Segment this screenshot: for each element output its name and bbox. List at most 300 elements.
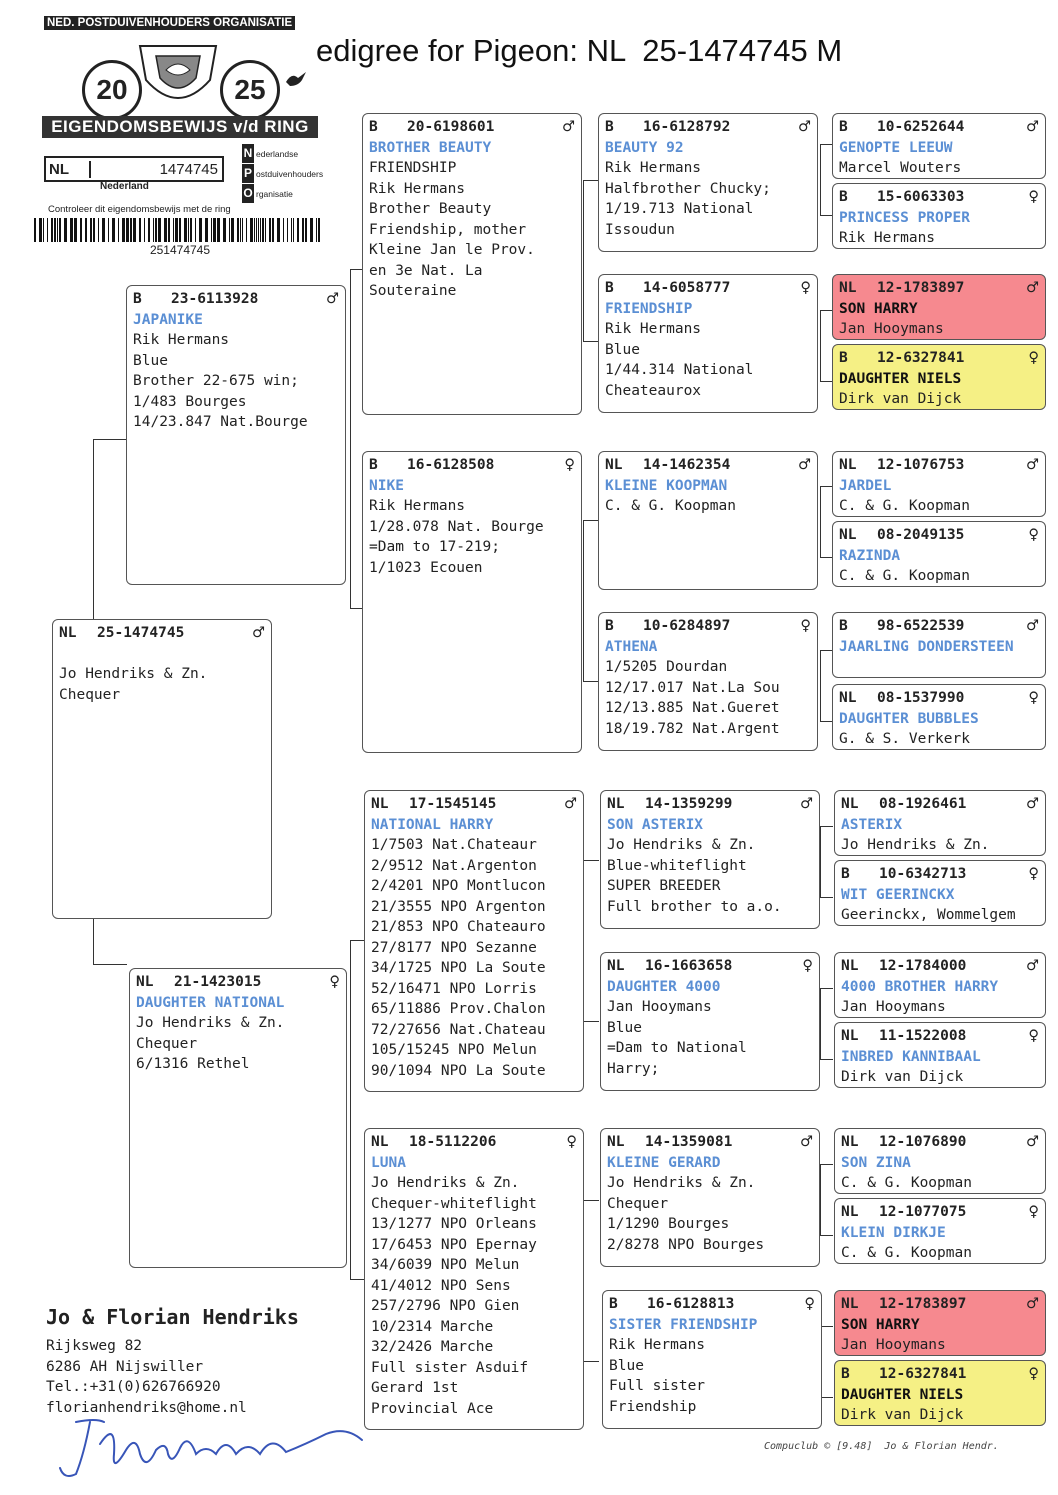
barcode-bar bbox=[168, 218, 170, 242]
pigeon-header bbox=[841, 1132, 1039, 1153]
pigeon-card bbox=[832, 183, 1046, 249]
owner-block bbox=[46, 1302, 299, 1418]
pigeon-detail-line: Kleine Jan le Prov. bbox=[369, 242, 535, 258]
signature-icon bbox=[56, 1414, 366, 1484]
connector-line bbox=[583, 180, 599, 342]
sex-symbol: ♀ bbox=[1028, 527, 1039, 543]
country-code: B bbox=[839, 350, 848, 366]
pigeon-detail-line: 1/19.713 National bbox=[605, 201, 754, 217]
sex-symbol: ♂ bbox=[800, 796, 813, 812]
country-code: B bbox=[841, 866, 850, 882]
barcode-bar bbox=[85, 218, 87, 242]
pigeon-card bbox=[834, 1128, 1046, 1194]
pigeon-detail-line: Rik Hermans bbox=[133, 332, 230, 348]
pigeon-header bbox=[841, 1364, 1039, 1385]
country-code: B bbox=[609, 1296, 618, 1312]
country-code: B bbox=[839, 618, 848, 634]
barcode-bar bbox=[164, 218, 167, 242]
barcode-bar bbox=[265, 218, 266, 242]
pigeon-detail-line: 10/2314 Marche bbox=[371, 1318, 494, 1335]
barcode-bar bbox=[269, 218, 271, 242]
barcode-bar bbox=[90, 218, 92, 242]
ring-number: 14-1359081 bbox=[645, 1134, 733, 1150]
pigeon-detail-line: 257/2796 NPO Gien bbox=[371, 1298, 520, 1314]
pigeon-header bbox=[839, 455, 1039, 476]
pigeon-header bbox=[841, 1294, 1039, 1315]
pigeon-detail-line: C. & G. Koopman bbox=[841, 1175, 972, 1191]
barcode-bar bbox=[195, 218, 196, 242]
pigeon-detail-line: Blue bbox=[133, 352, 168, 369]
sex-symbol: ♂ bbox=[1026, 796, 1039, 812]
pigeon-name: ASTERIX bbox=[841, 816, 903, 833]
page-title: edigree for Pigeon: NL 25-1474745 M bbox=[316, 33, 843, 68]
ring-number: 15-6063303 bbox=[877, 189, 965, 205]
pigeon-detail-line: Jo Hendriks & Zn. bbox=[607, 837, 756, 853]
sex-symbol: ♂ bbox=[1026, 280, 1039, 296]
pigeon-card bbox=[600, 1128, 820, 1267]
pigeon-detail-line: 52/16471 NPO Lorris bbox=[371, 980, 537, 997]
card-ring-box bbox=[44, 156, 224, 182]
pigeon-card bbox=[598, 113, 818, 252]
pigeon-detail-line: 18/19.782 Nat.Argent bbox=[605, 720, 780, 737]
ring-number: 12-1076753 bbox=[877, 457, 965, 473]
connector-line bbox=[583, 1200, 599, 1362]
pigeon-detail-line: Brother 22-675 win; bbox=[133, 373, 299, 389]
pigeon-detail-line: 21/3555 NPO Argenton bbox=[371, 898, 546, 915]
pigeon-detail-line: Jo Hendriks & Zn. bbox=[607, 1175, 756, 1191]
barcode-bar bbox=[229, 218, 230, 242]
pigeon-detail-line: 1/1290 Bourges bbox=[607, 1216, 730, 1232]
pigeon-header bbox=[369, 117, 575, 138]
connector-line bbox=[820, 826, 833, 898]
crest-icon bbox=[136, 40, 220, 112]
barcode-bar bbox=[213, 218, 216, 242]
barcode-bar bbox=[144, 218, 145, 242]
pigeon-detail-line: 105/15245 NPO Melun bbox=[371, 1042, 537, 1058]
ring-number: 12-1783897 bbox=[879, 1296, 967, 1312]
pigeon-detail-line: 2/4201 NPO Montlucon bbox=[371, 878, 546, 894]
pigeon-header bbox=[839, 348, 1039, 369]
barcode-bar bbox=[277, 218, 280, 242]
pigeon-card bbox=[362, 113, 582, 415]
card-ring-number: 1474745 bbox=[159, 160, 218, 178]
pigeon-detail-line: Harry; bbox=[607, 1060, 660, 1077]
barcode-bar bbox=[57, 218, 58, 242]
barcode-bar bbox=[272, 218, 274, 242]
pigeon-header bbox=[607, 794, 813, 815]
barcode-bar bbox=[133, 218, 136, 242]
pigeon-card bbox=[362, 451, 582, 753]
pigeon-card bbox=[834, 860, 1046, 926]
npo-line: rganisatie bbox=[256, 189, 293, 199]
sex-symbol: ♀ bbox=[1028, 1366, 1039, 1382]
barcode-bar bbox=[59, 218, 61, 242]
country-code: NL bbox=[371, 796, 389, 812]
barcode-bar bbox=[51, 218, 53, 242]
pigeon-detail-line: Rik Hermans bbox=[839, 230, 936, 246]
sex-symbol: ♂ bbox=[798, 457, 811, 473]
barcode-bar bbox=[199, 218, 202, 242]
pigeon-detail-line: =Dam to 17-219; bbox=[369, 539, 500, 555]
pigeon-name: DAUGHTER NATIONAL bbox=[136, 994, 285, 1011]
barcode-bar bbox=[310, 218, 313, 242]
pigeon-header bbox=[133, 289, 339, 310]
pigeon-detail-line: 1/44.314 National bbox=[605, 362, 754, 378]
pigeon-name: DAUGHTER NIELS bbox=[839, 370, 962, 387]
pigeon-header bbox=[839, 278, 1039, 299]
country-code: NL bbox=[841, 1204, 859, 1220]
connector-line bbox=[583, 860, 599, 1022]
pigeon-detail-line: Jan Hooymans bbox=[607, 999, 712, 1015]
ring-number: 25-1474745 bbox=[97, 625, 185, 641]
pigeon-detail-line: 1/1023 Ecouen bbox=[369, 559, 483, 576]
ring-number: 16-1663658 bbox=[645, 958, 733, 974]
pigeon-detail-line: 34/1725 NPO La Soute bbox=[371, 960, 546, 976]
country-code: NL bbox=[841, 958, 859, 974]
barcode-bar bbox=[47, 218, 48, 242]
pigeon-header bbox=[607, 956, 813, 977]
barcode-bar bbox=[217, 218, 220, 242]
barcode-bar bbox=[240, 218, 241, 242]
pigeon-name: JAPANIKE bbox=[133, 311, 203, 328]
pigeon-card bbox=[598, 451, 818, 590]
country-code: NL bbox=[841, 1028, 859, 1044]
barcode-bar bbox=[256, 218, 257, 242]
country-code: NL bbox=[371, 1134, 389, 1150]
pigeon-header bbox=[841, 956, 1039, 977]
ring-number: 10-6252644 bbox=[877, 119, 965, 135]
barcode-bar bbox=[246, 218, 247, 242]
connector-line bbox=[820, 988, 833, 1060]
pigeon-header bbox=[839, 688, 1039, 709]
pigeon-detail-line: Full sister Asduif bbox=[371, 1359, 529, 1376]
pigeon-name: SON HARRY bbox=[841, 1316, 920, 1333]
pigeon-card bbox=[364, 1128, 584, 1430]
pigeon-header bbox=[839, 117, 1039, 138]
ring-number: 12-1077075 bbox=[879, 1204, 967, 1220]
pigeon-detail-line: Jan Hooymans bbox=[839, 321, 944, 337]
pigeon-detail-line: Provincial Ace bbox=[371, 1400, 494, 1417]
country-code: B bbox=[841, 1366, 850, 1382]
pigeon-detail-line: Jo Hendriks & Zn. bbox=[59, 666, 208, 682]
card-npo-legend: N ederlandse P ostduivenhouders O rganisatie bbox=[242, 144, 323, 204]
ring-number: 14-1359299 bbox=[645, 796, 733, 812]
pigeon-detail-line: Dirk van Dijck bbox=[841, 1069, 964, 1085]
sex-symbol: ♀ bbox=[1028, 1028, 1039, 1044]
sex-symbol: ♂ bbox=[1026, 958, 1039, 974]
pigeon-card bbox=[364, 790, 584, 1092]
pigeon-header bbox=[839, 525, 1039, 546]
country-code: B bbox=[839, 189, 848, 205]
pigeon-detail-line: Jo Hendriks & Zn. bbox=[136, 1015, 285, 1031]
pigeon-detail-line: C. & G. Koopman bbox=[841, 1245, 972, 1261]
ring-number: 10-6342713 bbox=[879, 866, 967, 882]
barcode-bar bbox=[190, 218, 192, 242]
barcode-bar bbox=[205, 218, 208, 242]
sex-symbol: ♀ bbox=[800, 280, 811, 296]
barcode-bar bbox=[231, 218, 234, 242]
pigeon-card bbox=[52, 619, 272, 919]
ring-number: 16-6128813 bbox=[647, 1296, 735, 1312]
pigeon-card bbox=[834, 1360, 1046, 1426]
ring-number: 08-1926461 bbox=[879, 796, 967, 812]
ring-number: 10-6284897 bbox=[643, 618, 731, 634]
barcode-bar bbox=[118, 218, 119, 242]
pigeon-card bbox=[832, 612, 1046, 678]
barcode-bar bbox=[54, 218, 56, 242]
pigeon-detail-line: Dirk van Dijck bbox=[839, 391, 962, 407]
pigeon-detail-line: Friendship bbox=[609, 1398, 697, 1415]
pigeon-header bbox=[607, 1132, 813, 1153]
ring-number: 16-6128508 bbox=[407, 457, 495, 473]
ownership-card bbox=[30, 8, 330, 260]
pigeon-detail-line: 1/483 Bourges bbox=[133, 393, 247, 410]
barcode-bar bbox=[139, 218, 141, 242]
barcode-bar bbox=[254, 218, 255, 242]
barcode-bar bbox=[39, 218, 42, 242]
pigeon-header bbox=[371, 794, 577, 815]
card-control-text: Controleer dit eigendomsbewijs met de ring bbox=[48, 204, 231, 215]
barcode-bar bbox=[287, 218, 288, 242]
npo-line: ostduivenhouders bbox=[256, 169, 324, 179]
pigeon-header bbox=[605, 117, 811, 138]
pigeon-card bbox=[834, 1198, 1046, 1264]
pigeon-card bbox=[598, 612, 818, 751]
pigeon-detail-line: 72/27656 Nat.Chateau bbox=[371, 1021, 546, 1038]
pigeon-name: FRIENDSHIP bbox=[605, 300, 693, 317]
ring-number: 12-6327841 bbox=[877, 350, 965, 366]
pigeon-card bbox=[600, 790, 820, 929]
pigeon-name: SISTER FRIENDSHIP bbox=[609, 1316, 758, 1333]
ring-number: 12-1076890 bbox=[879, 1134, 967, 1150]
barcode-icon bbox=[32, 218, 326, 242]
pigeon-detail-line: Cheateaurox bbox=[605, 382, 702, 399]
pigeon-name: WIT GEERINCKX bbox=[841, 886, 955, 903]
owner-address: Rijksweg 82 bbox=[46, 1338, 143, 1354]
npo-line: ederlandse bbox=[256, 149, 299, 159]
card-barcode-number: 251474745 bbox=[149, 243, 211, 257]
sex-symbol: ♂ bbox=[1026, 457, 1039, 473]
pigeon-detail-line: Blue bbox=[607, 1019, 642, 1036]
pigeon-detail-line: FRIENDSHIP bbox=[369, 160, 457, 176]
pigeon-name: PRINCESS PROPER bbox=[839, 209, 970, 226]
pigeon-header bbox=[59, 623, 265, 644]
pigeon-icon bbox=[284, 70, 308, 88]
barcode-bar bbox=[302, 218, 304, 242]
pigeon-detail-line: 90/1094 NPO La Soute bbox=[371, 1062, 546, 1079]
sex-symbol: ♂ bbox=[252, 625, 265, 641]
pigeon-name: 4000 BROTHER HARRY bbox=[841, 978, 999, 995]
barcode-bar bbox=[242, 218, 243, 242]
pigeon-detail-line: Rik Hermans bbox=[605, 160, 702, 176]
pigeon-detail-line: Full sister bbox=[609, 1378, 706, 1394]
barcode-bar bbox=[98, 218, 99, 242]
pigeon-detail-line: Gerard 1st bbox=[371, 1380, 459, 1396]
pigeon-detail-line: Chequer-whiteflight bbox=[371, 1195, 537, 1212]
pigeon-detail-line: G. & S. Verkerk bbox=[839, 731, 970, 747]
country-code: B bbox=[839, 119, 848, 135]
pigeon-name: BROTHER BEAUTY bbox=[369, 139, 492, 156]
barcode-bar bbox=[112, 218, 115, 242]
ring-number: 16-6128792 bbox=[643, 119, 731, 135]
sex-symbol: ♀ bbox=[1028, 350, 1039, 366]
pigeon-detail-line: 1/7503 Nat.Chateaur bbox=[371, 837, 537, 853]
barcode-bar bbox=[223, 218, 226, 242]
sex-symbol: ♂ bbox=[1026, 1296, 1039, 1312]
barcode-bar bbox=[184, 218, 187, 242]
barcode-bar bbox=[64, 218, 67, 242]
pigeon-detail-line: Chequer bbox=[607, 1195, 669, 1212]
owner-email: florianhendriks@home.nl bbox=[46, 1399, 247, 1416]
barcode-bar bbox=[305, 218, 307, 242]
pigeon-detail-line: C. & G. Koopman bbox=[839, 568, 970, 584]
country-code: NL bbox=[136, 974, 154, 990]
pigeon-detail-line: 21/853 NPO Chateauro bbox=[371, 919, 546, 935]
pigeon-card bbox=[834, 952, 1046, 1018]
ring-number: 14-1462354 bbox=[643, 457, 731, 473]
pigeon-detail-line: Marcel Wouters bbox=[839, 160, 962, 176]
barcode-bar bbox=[148, 218, 150, 242]
pigeon-detail-line: Souteraine bbox=[369, 283, 457, 299]
barcode-bar bbox=[188, 218, 189, 242]
pigeon-detail-line: 12/13.885 Nat.Gueret bbox=[605, 700, 780, 716]
pigeon-detail-line: Jan Hooymans bbox=[841, 999, 946, 1015]
pigeon-name: DAUGHTER BUBBLES bbox=[839, 710, 979, 727]
barcode-bar bbox=[179, 218, 181, 242]
country-code: NL bbox=[839, 690, 857, 706]
pigeon-detail-line: 2/8278 NPO Bourges bbox=[607, 1236, 765, 1253]
barcode-bar bbox=[318, 218, 320, 242]
barcode-bar bbox=[102, 218, 105, 242]
barcode-bar bbox=[258, 218, 259, 242]
owner-postcode: 6286 AH Nijswiller bbox=[46, 1358, 204, 1375]
pigeon-detail-line: 14/23.847 Nat.Bourge bbox=[133, 414, 308, 430]
ring-number: 98-6522539 bbox=[877, 618, 965, 634]
ring-number: 11-1522008 bbox=[879, 1028, 967, 1044]
ring-number: 20-6198601 bbox=[407, 119, 495, 135]
sex-symbol: ♀ bbox=[800, 618, 811, 634]
barcode-bar bbox=[297, 218, 299, 242]
ring-number: 12-6327841 bbox=[879, 1366, 967, 1382]
barcode-bar bbox=[283, 218, 284, 242]
pigeon-header bbox=[136, 972, 340, 993]
pigeon-name: BEAUTY 92 bbox=[605, 139, 684, 156]
barcode-bar bbox=[260, 218, 261, 242]
pigeon-detail-line: en 3e Nat. La bbox=[369, 262, 483, 279]
pigeon-name: KLEIN DIRKJE bbox=[841, 1224, 946, 1241]
sex-symbol: ♀ bbox=[1028, 866, 1039, 882]
pigeon-detail-line: Full brother to a.o. bbox=[607, 898, 782, 915]
country-code: B bbox=[369, 457, 378, 473]
pigeon-detail-line: 32/2426 Marche bbox=[371, 1339, 494, 1355]
pigeon-name: DAUGHTER NIELS bbox=[841, 1386, 964, 1403]
country-code: NL bbox=[607, 1134, 625, 1150]
pigeon-detail-line bbox=[59, 644, 265, 665]
pigeon-header bbox=[841, 1026, 1039, 1047]
country-code: NL bbox=[841, 1134, 859, 1150]
pigeon-detail-line: Jo Hendriks & Zn. bbox=[841, 837, 990, 853]
sex-symbol: ♀ bbox=[1028, 690, 1039, 706]
country-code: B bbox=[605, 119, 614, 135]
pigeon-detail-line: 6/1316 Rethel bbox=[136, 1056, 250, 1072]
barcode-bar bbox=[153, 218, 154, 242]
pigeon-card bbox=[832, 451, 1046, 517]
pigeon-card bbox=[832, 344, 1046, 410]
pigeon-detail-line: 34/6039 NPO Melun bbox=[371, 1257, 520, 1273]
pigeon-header bbox=[371, 1132, 577, 1153]
card-strip: EIGENDOMSBEWIJS v/d RING bbox=[42, 116, 318, 138]
sex-symbol: ♀ bbox=[1028, 189, 1039, 205]
barcode-bar bbox=[158, 218, 161, 242]
sex-symbol: ♀ bbox=[564, 457, 575, 473]
pigeon-name: JAARLING DONDERSTEEN bbox=[839, 638, 1014, 655]
pigeon-detail-line: Rik Hermans bbox=[369, 498, 466, 514]
pigeon-name: GENOPTE LEEUW bbox=[839, 139, 953, 156]
country-code: NL bbox=[839, 527, 857, 543]
pigeon-name: INBRED KANNIBAAL bbox=[841, 1048, 981, 1065]
pigeon-detail-line: 1/5205 Dourdan bbox=[605, 659, 728, 675]
barcode-bar bbox=[316, 218, 317, 242]
ring-number: 12-1783897 bbox=[877, 280, 965, 296]
pigeon-header bbox=[841, 1202, 1039, 1223]
pigeon-detail-line: Chequer bbox=[59, 686, 121, 703]
barcode-bar bbox=[175, 218, 178, 242]
pigeon-header bbox=[841, 794, 1039, 815]
pigeon-card bbox=[832, 684, 1046, 750]
owner-name: Jo & Florian Hendriks bbox=[46, 1305, 299, 1329]
pigeon-detail-line: Rik Hermans bbox=[605, 321, 702, 337]
pigeon-card bbox=[600, 952, 820, 1091]
country-code: NL bbox=[605, 457, 623, 473]
pigeon-detail-line: Geerinckx, Wommelgem bbox=[841, 907, 1016, 923]
barcode-bar bbox=[262, 218, 264, 242]
pigeon-detail-line: Halfbrother Chucky; bbox=[605, 180, 771, 197]
barcode-bar bbox=[237, 218, 239, 242]
sex-symbol: ♂ bbox=[800, 1134, 813, 1150]
pigeon-card bbox=[126, 285, 346, 585]
sex-symbol: ♀ bbox=[802, 958, 813, 974]
pigeon-name: SON ASTERIX bbox=[607, 816, 704, 833]
country-code: B bbox=[369, 119, 378, 135]
pigeon-name: JARDEL bbox=[839, 477, 892, 494]
ring-number: 08-1537990 bbox=[877, 690, 965, 706]
pigeon-detail-line: Jo Hendriks & Zn. bbox=[371, 1175, 520, 1191]
sex-symbol: ♀ bbox=[1028, 1204, 1039, 1220]
country-code: NL bbox=[839, 280, 857, 296]
barcode-bar bbox=[108, 218, 109, 242]
ring-number: 18-5112206 bbox=[409, 1134, 497, 1150]
pigeon-detail-line: C. & G. Koopman bbox=[605, 498, 736, 514]
pigeon-header bbox=[605, 616, 811, 637]
pigeon-card bbox=[834, 1022, 1046, 1088]
pigeon-card bbox=[602, 1290, 822, 1429]
barcode-bar bbox=[130, 218, 132, 242]
card-year-left: 20 bbox=[82, 60, 142, 120]
pigeon-name: DAUGHTER 4000 bbox=[607, 978, 721, 995]
barcode-bar bbox=[291, 218, 292, 242]
footer-credit: Compuclub © [9.48] Jo & Florian Hendr. bbox=[764, 1441, 999, 1452]
pigeon-detail-line: 65/11886 Prov.Chalon bbox=[371, 1001, 546, 1017]
pigeon-header bbox=[605, 455, 811, 476]
pigeon-header bbox=[369, 455, 575, 476]
pigeon-detail-line: 13/1277 NPO Orleans bbox=[371, 1216, 537, 1232]
pigeon-detail-line: Brother Beauty bbox=[369, 201, 492, 217]
country-code: B bbox=[605, 280, 614, 296]
pigeon-detail-line: C. & G. Koopman bbox=[839, 498, 970, 514]
pigeon-card bbox=[129, 968, 347, 1268]
connector-line bbox=[820, 1164, 833, 1236]
sex-symbol: ♀ bbox=[329, 974, 340, 990]
